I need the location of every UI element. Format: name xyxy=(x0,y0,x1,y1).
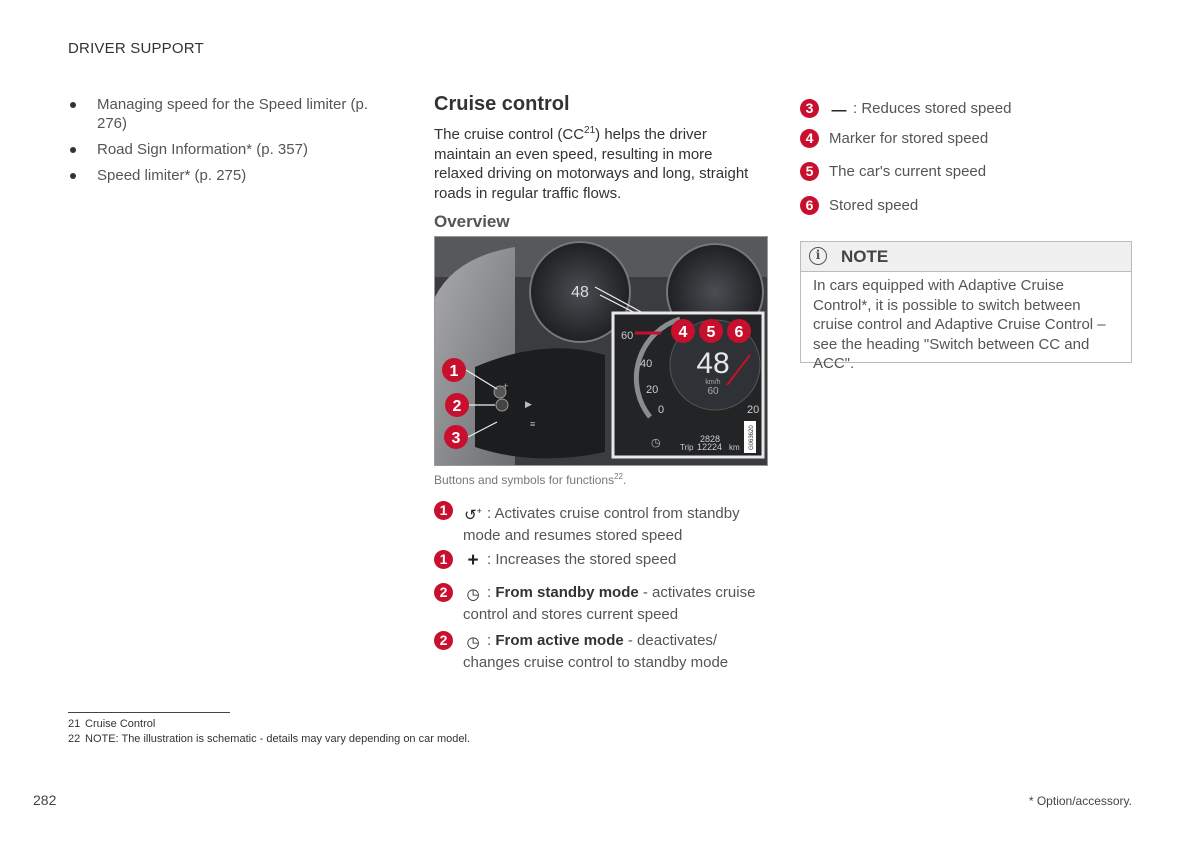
callout-6: 6 xyxy=(734,324,744,341)
footnote-divider xyxy=(68,712,230,713)
cruise-control-icon: ◷ xyxy=(466,634,480,651)
number-badge: 2 xyxy=(434,583,453,602)
trip-label: Trip xyxy=(680,443,694,452)
svg-text:+: + xyxy=(503,381,509,391)
function-item: 1 + : Increases the stored speed xyxy=(434,550,768,571)
related-links-list xyxy=(68,95,368,192)
page-title: Cruise control xyxy=(434,93,570,115)
bullet-icon xyxy=(70,173,76,179)
speed-unit: km/h xyxy=(705,379,721,386)
number-badge: 6 xyxy=(800,196,819,215)
intro-paragraph: The cruise control (CC$^{21}$) helps the driver maintain an even speed, resulting in more relaxed driving on motorways and long, straight roads in regular traffic flows. xyxy=(434,125,749,202)
function-item: 3 — : Reduces stored speed xyxy=(800,99,1132,121)
trip-readout: 12224 xyxy=(697,442,723,452)
list-item[interactable]: Speed limiter* (p. 275) xyxy=(68,166,368,185)
number-badge: 3 xyxy=(800,99,819,118)
current-speed-readout: 48 xyxy=(696,347,730,380)
footnote-ref[interactable]: 21 xyxy=(584,125,596,136)
note-title: NOTE xyxy=(841,247,889,266)
bullet-icon xyxy=(70,102,76,108)
plus-icon: + xyxy=(467,550,479,571)
overview-illustration xyxy=(434,236,768,466)
tick-label: 20 xyxy=(646,384,659,396)
callout-4: 4 xyxy=(678,324,688,341)
figure-caption: Buttons and symbols for functions$^{22}$. xyxy=(434,472,627,487)
overview-heading: Overview xyxy=(434,212,510,231)
info-icon: i xyxy=(809,247,827,265)
number-badge: 5 xyxy=(800,162,819,181)
note-body: In cars equipped with Adaptive Cruise Control*, it is possible to switch between cruise control and Adaptive Cruise Control – see the heading "Switch between CC and ACC". xyxy=(813,277,1106,372)
tick-label: 60 xyxy=(621,330,634,342)
image-code: G063620 xyxy=(749,425,755,450)
svg-text:≡: ≡ xyxy=(530,419,536,429)
function-item: 2 ◷ : From active mode - deactivates/ changes cruise control to standby mode xyxy=(434,631,768,673)
cruise-symbol-icon: ◷ xyxy=(651,437,661,449)
footnote: 22 NOTE: The illustration is schematic - details may vary depending on car model. xyxy=(68,733,470,745)
footnote: 21 Cruise Control xyxy=(68,718,156,730)
footnote-ref[interactable]: 22 xyxy=(614,472,623,481)
note-box xyxy=(800,241,1132,372)
function-item: 1 ↺+ : Activates cruise control from standby mode and resumes stored speed xyxy=(434,501,768,546)
cruise-control-icon: ◷ xyxy=(466,586,480,603)
function-item: 6 Stored speed xyxy=(800,196,1132,216)
svg-text:▶: ▶ xyxy=(525,399,532,409)
callout-5: 5 xyxy=(706,324,716,341)
number-badge: 1 xyxy=(434,550,453,569)
bullet-icon xyxy=(70,147,76,153)
number-badge: 2 xyxy=(434,631,453,650)
dashboard-illustration xyxy=(435,237,768,466)
number-badge: 4 xyxy=(800,129,819,148)
section-header: DRIVER SUPPORT xyxy=(68,40,204,57)
page-number: 282 xyxy=(33,792,57,808)
small-speed-readout: 48 xyxy=(571,284,589,301)
list-item[interactable]: Road Sign Information* (p. 357) xyxy=(68,140,368,159)
function-item: 2 ◷ : From standby mode - activates cruise control and stores current speed xyxy=(434,583,768,625)
stored-speed-readout: 60 xyxy=(707,386,719,397)
steering-wheel-spoke xyxy=(475,348,605,458)
number-badge: 1 xyxy=(434,501,453,520)
tick-label: 40 xyxy=(640,358,653,370)
option-accessory-note: * Option/accessory. xyxy=(1028,794,1132,808)
function-item: 4 Marker for stored speed xyxy=(800,129,1132,149)
callout-2: 2 xyxy=(452,398,462,415)
minus-icon: — xyxy=(831,102,847,119)
function-item: 5 The car's current speed xyxy=(800,162,1132,182)
tick-label: 0 xyxy=(658,404,665,416)
tick-label: 20 xyxy=(747,404,760,416)
resume-icon: ↺+ xyxy=(464,506,482,524)
odometer-readout: 2828 xyxy=(700,434,721,444)
callout-3: 3 xyxy=(451,430,461,447)
callout-1: 1 xyxy=(449,363,459,380)
trip-unit: km xyxy=(729,443,740,452)
list-item[interactable]: Managing speed for the Speed limiter (p. 276) xyxy=(68,95,368,133)
